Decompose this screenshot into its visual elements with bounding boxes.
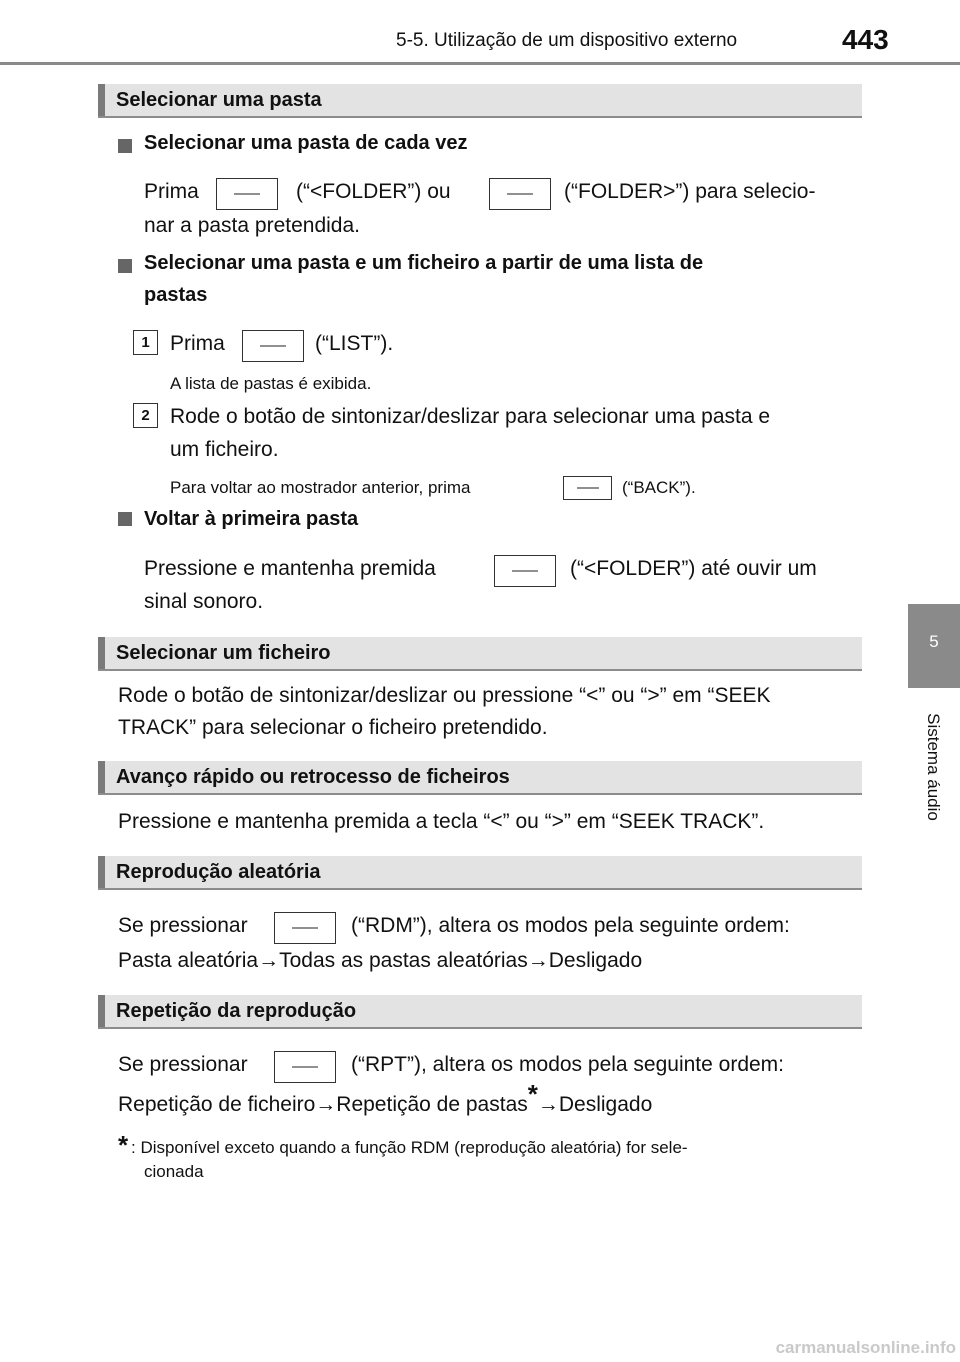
section-header-reproducao-aleatoria <box>98 856 862 890</box>
body-text: sinal sonoro. <box>144 590 264 613</box>
section-title: Avanço rápido ou retrocesso de ficheiros <box>116 766 510 788</box>
chapter-tab: 5 <box>908 604 960 688</box>
body-text: Prima <box>144 180 199 203</box>
bullet-square <box>118 512 132 526</box>
footnote-marker: * <box>527 1079 538 1109</box>
folder-next-key <box>489 178 551 210</box>
subheading: Selecionar uma pasta de cada vez <box>144 132 468 154</box>
body-text: Pressione e mantenha premida <box>144 557 436 580</box>
section-title: Selecionar um ficheiro <box>116 642 331 664</box>
bullet-square <box>118 259 132 273</box>
step-number-2: 2 <box>133 403 158 428</box>
section-title: Reprodução aleatória <box>116 861 321 883</box>
section-header-selecionar-pasta <box>98 84 862 118</box>
body-text: Pressione e mantenha premida a tecla “<” ou “>” em “SEEK TRACK”. <box>118 810 765 833</box>
section-header-avanco-rapido <box>98 761 862 795</box>
folder-prev-key <box>216 178 278 210</box>
subheading: Voltar à primeira pasta <box>144 508 359 530</box>
body-text: Rode o botão de sintonizar/deslizar para selecionar uma pasta e <box>170 405 771 428</box>
body-text: um ficheiro. <box>170 438 279 461</box>
body-text: Se pressionar <box>118 1053 248 1076</box>
back-key <box>563 476 612 500</box>
footnote-text: cionada <box>144 1162 204 1181</box>
running-header: 5-5. Utilização de um dispositivo externo <box>396 30 738 51</box>
body-text: Se pressionar <box>118 914 248 937</box>
section-title: Repetição da reprodução <box>116 1000 357 1022</box>
body-text: (“FOLDER>”) para selecio- <box>564 180 816 203</box>
header-rule <box>0 62 960 65</box>
body-text: (“RDM”), altera os modos pela seguinte ordem: <box>351 914 790 937</box>
note-text: Para voltar ao mostrador anterior, prima <box>170 478 471 497</box>
section-header-selecionar-ficheiro <box>98 637 862 671</box>
body-text: (“RPT”), altera os modos pela seguinte ordem: <box>351 1053 785 1076</box>
section-header-repeticao <box>98 995 862 1029</box>
watermark: carmanualsonline.info <box>775 1338 956 1357</box>
body-text: (“<FOLDER”) até ouvir um <box>570 557 817 580</box>
footnote-text: : Disponível exceto quando a função RDM (reprodução aleatória) for sele- <box>131 1138 688 1157</box>
body-text: Prima <box>170 332 225 355</box>
body-text: Rode o botão de sintonizar/deslizar ou pressione “<” ou “>” em “SEEK <box>118 684 771 707</box>
chapter-label-text: Sistema áudio <box>924 713 943 821</box>
body-text <box>118 1079 653 1117</box>
body-text: nar a pasta pretendida. <box>144 214 360 237</box>
rpt-key <box>274 1051 336 1083</box>
folder-prev-key <box>494 555 556 587</box>
body-text: (“LIST”). <box>315 332 394 355</box>
note-text: A lista de pastas é exibida. <box>170 374 372 393</box>
list-key <box>242 330 304 362</box>
body-text: (“<FOLDER”) ou <box>296 180 451 203</box>
note-text: (“BACK”). <box>622 478 696 497</box>
body-text: TRACK” para selecionar o ficheiro pretendido. <box>118 716 548 739</box>
body-text-part: →Desligado <box>537 1093 653 1116</box>
chapter-label <box>906 692 960 842</box>
footnote-marker: * <box>118 1130 129 1160</box>
subheading: pastas <box>144 284 208 306</box>
subheading: Selecionar uma pasta e um ficheiro a partir de uma lista de <box>144 252 704 274</box>
bullet-square <box>118 139 132 153</box>
step-number-1: 1 <box>133 330 158 355</box>
page-number: 443 <box>842 24 889 55</box>
body-text: Pasta aleatória→Todas as pastas aleatórias→Desligado <box>118 949 643 972</box>
rdm-key <box>274 912 336 944</box>
section-title: Selecionar uma pasta <box>116 89 322 111</box>
body-text-part: Repetição de ficheiro→Repetição de pastas <box>118 1093 528 1116</box>
